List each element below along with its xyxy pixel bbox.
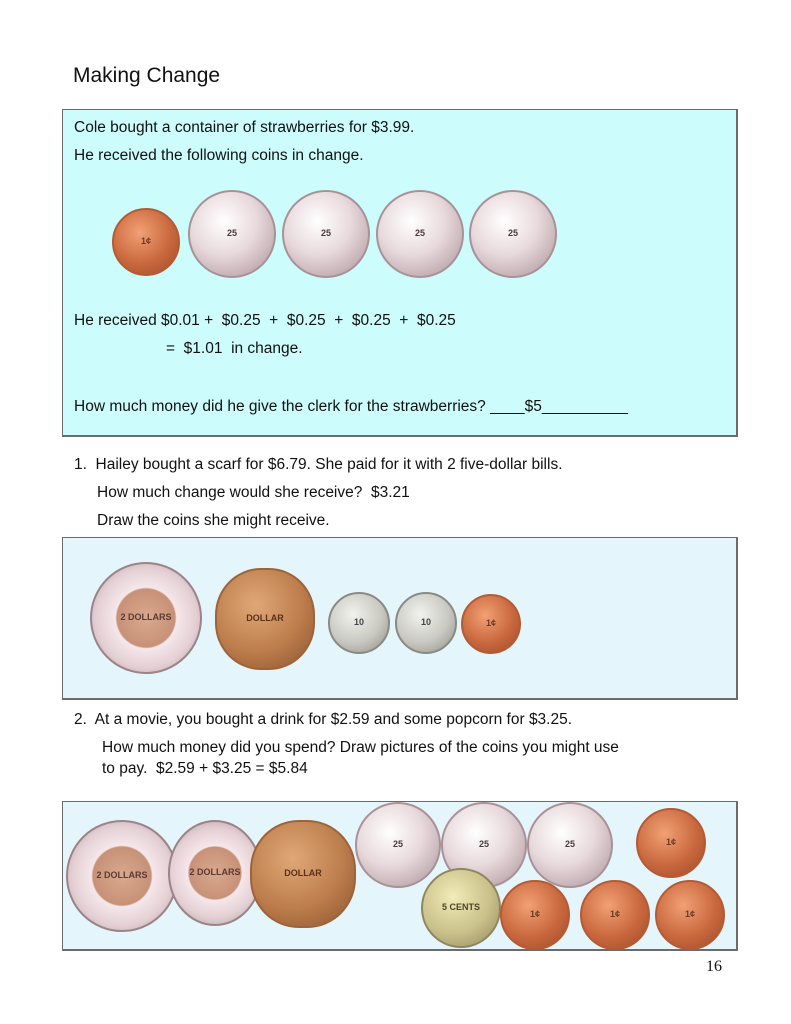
quarter-coin-icon: 25	[376, 190, 464, 278]
nickel-coin-icon: 5 CENTS	[421, 868, 501, 948]
penny-coin-icon: 1¢	[655, 880, 725, 950]
problem2-line-3: to pay. $2.59 + $3.25 = $5.84	[102, 760, 308, 777]
quarter-coin-icon: 25	[441, 802, 527, 888]
example-question: How much money did he give the clerk for the strawberries? ____$5__________	[74, 398, 629, 415]
example-sum-line: He received $0.01 + $0.25 + $0.25 + $0.25 + $0.25	[74, 312, 456, 329]
problem2-line-2: How much money did you spend? Draw pictures of the coins you might use	[102, 739, 619, 756]
quarter-coin-icon: 25	[188, 190, 276, 278]
problem1-line-2: How much change would she receive? $3.21	[97, 484, 410, 501]
penny-coin-icon: 1¢	[461, 594, 521, 654]
penny-coin-icon: 1¢	[636, 808, 706, 878]
quarter-coin-icon: 25	[282, 190, 370, 278]
example-line-1: Cole bought a container of strawberries for $3.99.	[74, 119, 415, 136]
problem2-line-1: 2. At a movie, you bought a drink for $2.59 and some popcorn for $3.25.	[74, 711, 573, 728]
toonie-coin-icon: 2 DOLLARS	[168, 820, 262, 926]
quarter-coin-icon: 25	[469, 190, 557, 278]
example-total-line: = $1.01 in change.	[166, 340, 303, 357]
loonie-coin-icon: DOLLAR	[215, 568, 315, 670]
quarter-coin-icon: 25	[355, 802, 441, 888]
penny-coin-icon: 1¢	[580, 880, 650, 950]
penny-coin-icon: 1¢	[500, 880, 570, 950]
quarter-coin-icon: 25	[527, 802, 613, 888]
dime-coin-icon: 10	[395, 592, 457, 654]
penny-coin-icon: 1¢	[112, 208, 180, 276]
loonie-coin-icon: DOLLAR	[250, 820, 356, 928]
page-title: Making Change	[73, 64, 221, 87]
dime-coin-icon: 10	[328, 592, 390, 654]
problem1-line-1: 1. Hailey bought a scarf for $6.79. She paid for it with 2 five-dollar bills.	[74, 456, 563, 473]
example-line-2: He received the following coins in change.	[74, 147, 364, 164]
toonie-coin-icon: 2 DOLLARS	[66, 820, 178, 932]
page-number: 16	[706, 958, 722, 975]
toonie-coin-icon: 2 DOLLARS	[90, 562, 202, 674]
problem1-line-3: Draw the coins she might receive.	[97, 512, 330, 529]
